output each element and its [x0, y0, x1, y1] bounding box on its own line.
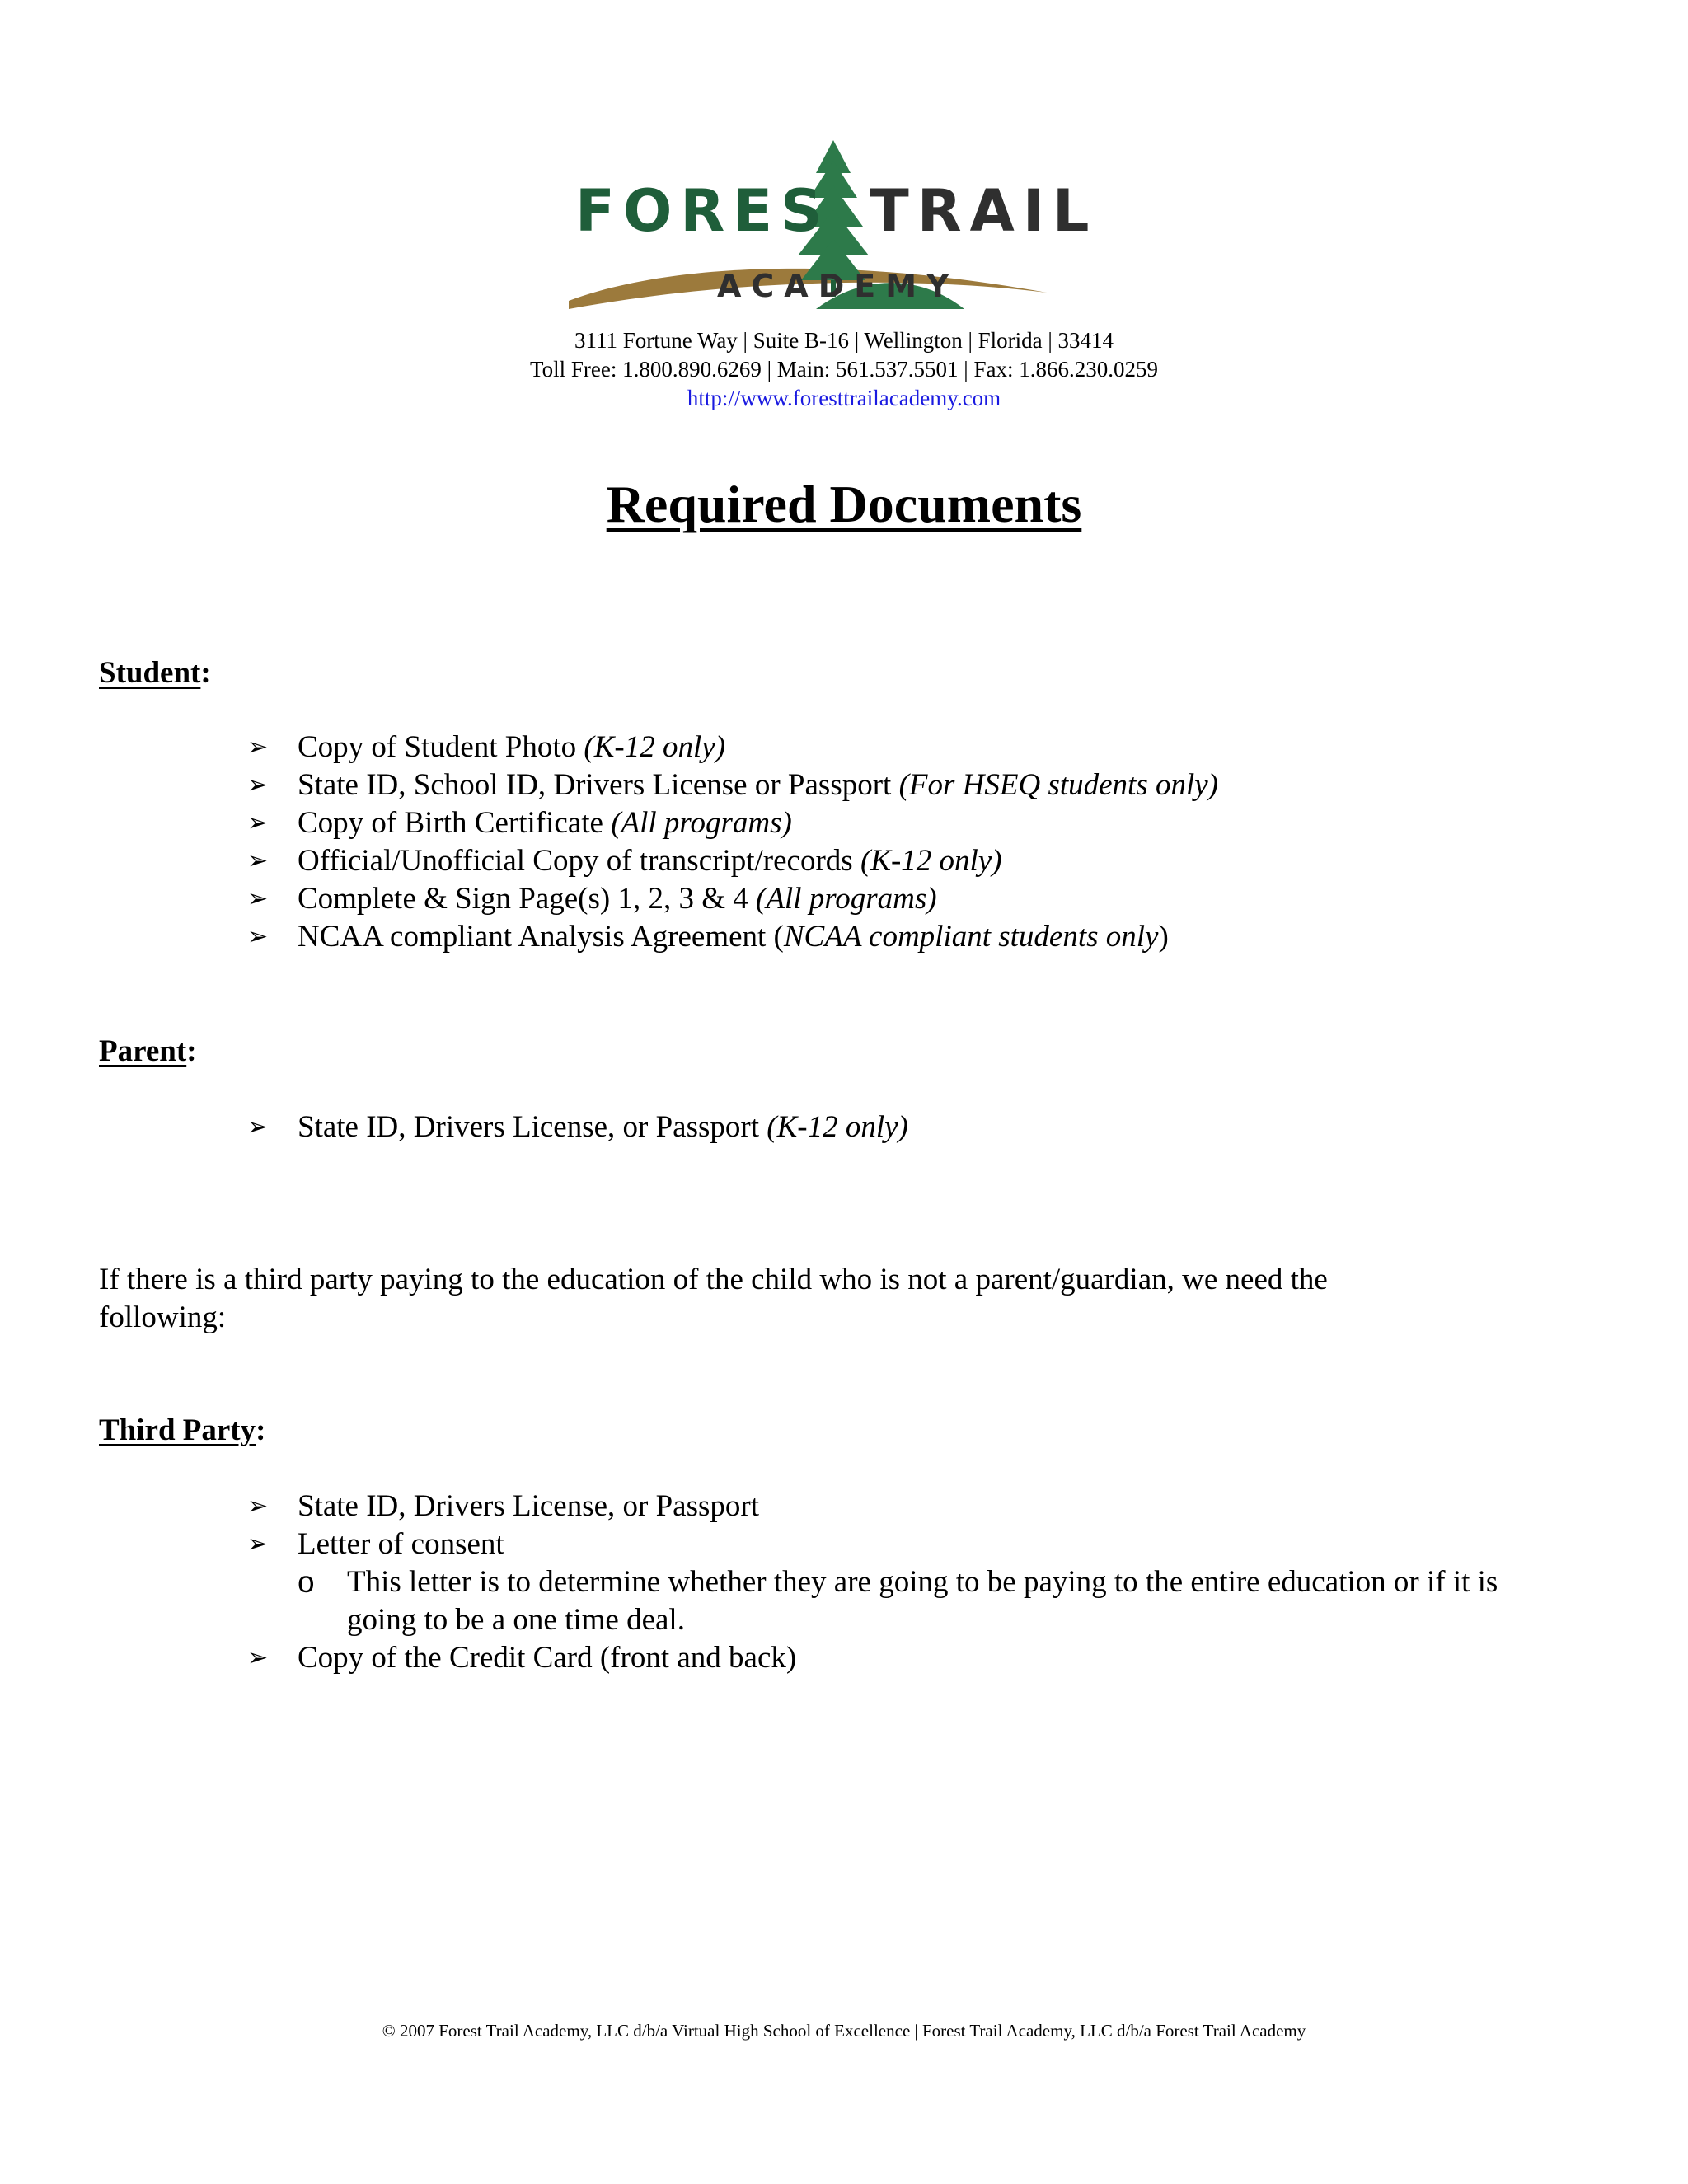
sub-list-item — [247, 1563, 1567, 1639]
list-item — [247, 1108, 908, 1146]
list-item-text: Copy of Student Photo — [298, 730, 584, 764]
website-link[interactable]: http://www.foresttrailacademy.com — [687, 386, 1001, 410]
page-title-text: Required Documents — [606, 475, 1082, 533]
arrow-bullet-icon: ➢ — [247, 733, 269, 762]
third-party-heading: Third Party: — [99, 1413, 266, 1447]
list-item-text: Official/Unofficial Copy of transcript/records — [298, 844, 860, 878]
arrow-bullet-icon: ➢ — [247, 922, 269, 951]
arrow-bullet-icon: ➢ — [247, 884, 269, 913]
student-heading: Student: — [99, 656, 211, 690]
arrow-bullet-icon: ➢ — [247, 771, 269, 799]
forest-trail-academy-logo — [569, 140, 1113, 317]
list-item-note: NCAA compliant students only — [783, 920, 1159, 954]
list-item-note: (All programs) — [611, 806, 792, 840]
list-item — [247, 842, 1218, 880]
list-item-note: (All programs) — [756, 882, 937, 916]
arrow-bullet-icon: ➢ — [247, 846, 269, 875]
address-line: 3111 Fortune Way | Suite B-16 | Wellington | Florida | 33414 — [574, 328, 1114, 353]
list-item — [247, 918, 1218, 956]
arrow-bullet-icon: ➢ — [247, 1530, 269, 1558]
list-item — [247, 729, 1218, 766]
logo-wordmark-left: FORES — [575, 177, 831, 245]
list-item — [247, 880, 1218, 918]
third-party-list — [247, 1488, 1567, 1677]
list-item-note: (For HSEQ students only) — [898, 768, 1218, 802]
list-item — [247, 804, 1218, 842]
logo-graphic — [569, 140, 1113, 317]
list-item-text: State ID, School ID, Drivers License or Passport — [298, 768, 899, 802]
list-item-text: NCAA compliant Analysis Agreement ( — [298, 920, 784, 954]
list-item — [247, 1639, 1567, 1677]
parent-heading-text: Parent — [99, 1034, 187, 1068]
third-party-heading-text: Third Party — [99, 1413, 256, 1447]
website-line — [0, 384, 1688, 413]
list-item-note: (K-12 only) — [584, 730, 726, 764]
list-item-after: ) — [1158, 920, 1169, 954]
third-party-intro: If there is a third party paying to the education of the child who is not a parent/guardian, we need the following: — [99, 1263, 1328, 1334]
arrow-bullet-icon: ➢ — [247, 1492, 269, 1521]
footer-copyright: © 2007 Forest Trail Academy, LLC d/b/a Virtual High School of Excellence | Forest Trail Academy, LLC d/b/a Forest Trail Academy — [382, 2021, 1306, 2041]
list-item-text: Complete & Sign Page(s) 1, 2, 3 & 4 — [298, 882, 756, 916]
page-title — [0, 471, 1688, 537]
logo-wordmark-sub: ACADEMY — [717, 268, 959, 304]
list-item-text: Letter of consent — [298, 1527, 504, 1561]
parent-list — [247, 1108, 908, 1146]
list-item-note: (K-12 only) — [860, 844, 1002, 878]
list-item — [247, 1526, 1567, 1639]
logo-wordmark-right: TRAIL — [870, 177, 1098, 245]
consent-sub-list — [298, 1563, 1567, 1639]
arrow-bullet-icon: ➢ — [247, 808, 269, 837]
parent-heading: Parent: — [99, 1034, 197, 1068]
sub-list-item-text: This letter is to determine whether they are going to be paying to the entire education or if it is going to be a one time deal. — [347, 1565, 1498, 1637]
circle-bullet-icon: o — [298, 1565, 315, 1599]
arrow-bullet-icon: ➢ — [247, 1113, 269, 1141]
list-item-text: Copy of Birth Certificate — [298, 806, 612, 840]
list-item — [247, 1488, 1567, 1526]
list-item-text: Copy of the Credit Card (front and back) — [298, 1641, 797, 1675]
list-item — [247, 766, 1218, 804]
list-item-text: State ID, Drivers License, or Passport — [298, 1110, 767, 1144]
arrow-bullet-icon: ➢ — [247, 1643, 269, 1672]
student-list — [247, 729, 1218, 956]
list-item-text: State ID, Drivers License, or Passport — [298, 1489, 760, 1523]
phone-line: Toll Free: 1.800.890.6269 | Main: 561.537.5501 | Fax: 1.866.230.0259 — [530, 357, 1158, 382]
student-heading-text: Student — [99, 656, 201, 690]
list-item-note: (K-12 only) — [767, 1110, 908, 1144]
